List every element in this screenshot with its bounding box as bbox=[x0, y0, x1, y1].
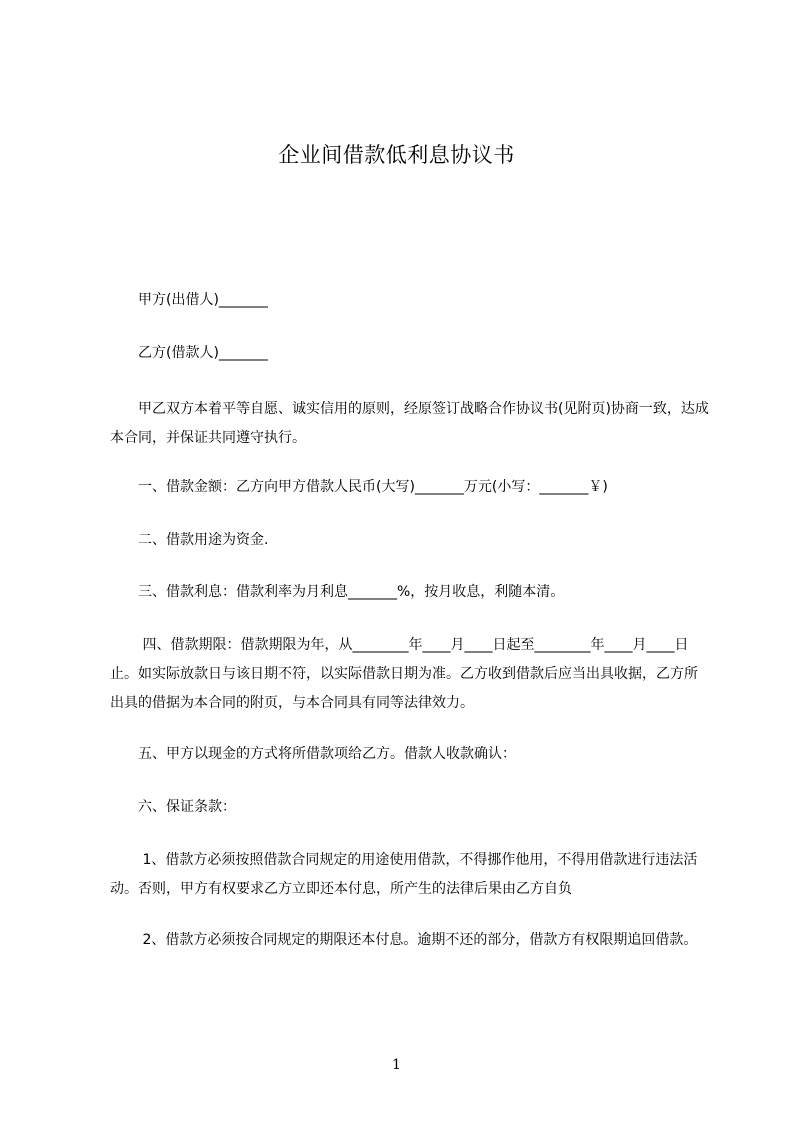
party-a-line: 甲方(出借人)_______ bbox=[138, 292, 268, 308]
clause-2-purpose: 二、借款用途为资金. bbox=[138, 532, 269, 548]
clause-1-amount: 一、借款金额：乙方向甲方借款人民币(大写)_______万元(小写：_______￥) bbox=[138, 479, 608, 495]
clause-4-term: 四、借款期限：借款期限为年，从________年____月____日起至________年____月____日止。如实际放款日与该日期不符，以实际借款日期为准。乙方收到借款后应当出具收据，乙方所出具的借据为本合同的附页，与本合同具有同等法律效力。 bbox=[110, 637, 698, 711]
document-title: 企业间借款低利息协议书 bbox=[278, 143, 515, 167]
page-number: 1 bbox=[392, 1057, 401, 1073]
clause-5-payment: 五、甲方以现金的方式将所借款项给乙方。借款人收款确认： bbox=[138, 746, 516, 762]
clause-3-interest: 三、借款利息：借款利率为月利息_______%，按月收息，利随本清。 bbox=[138, 584, 565, 600]
clause-6-item-1: 1、借款方必须按照借款合同规定的用途使用借款，不得挪作他用，不得用借款进行违法活动。否则，甲方有权要求乙方立即还本付息，所产生的法律后果由乙方自负 bbox=[110, 852, 698, 897]
clause-6-heading: 六、保证条款： bbox=[138, 799, 236, 815]
intro-paragraph: 甲乙双方本着平等自愿、诚实信用的原则，经原签订战略合作协议书(见附页)协商一致，达成本合同，并保证共同遵守执行。 bbox=[110, 401, 709, 446]
clause-6-item-2: 2、借款方必须按合同规定的期限还本付息。逾期不还的部分，借款方有权限期追回借款。 bbox=[138, 932, 698, 948]
party-b-line: 乙方(借款人)_______ bbox=[138, 345, 268, 361]
